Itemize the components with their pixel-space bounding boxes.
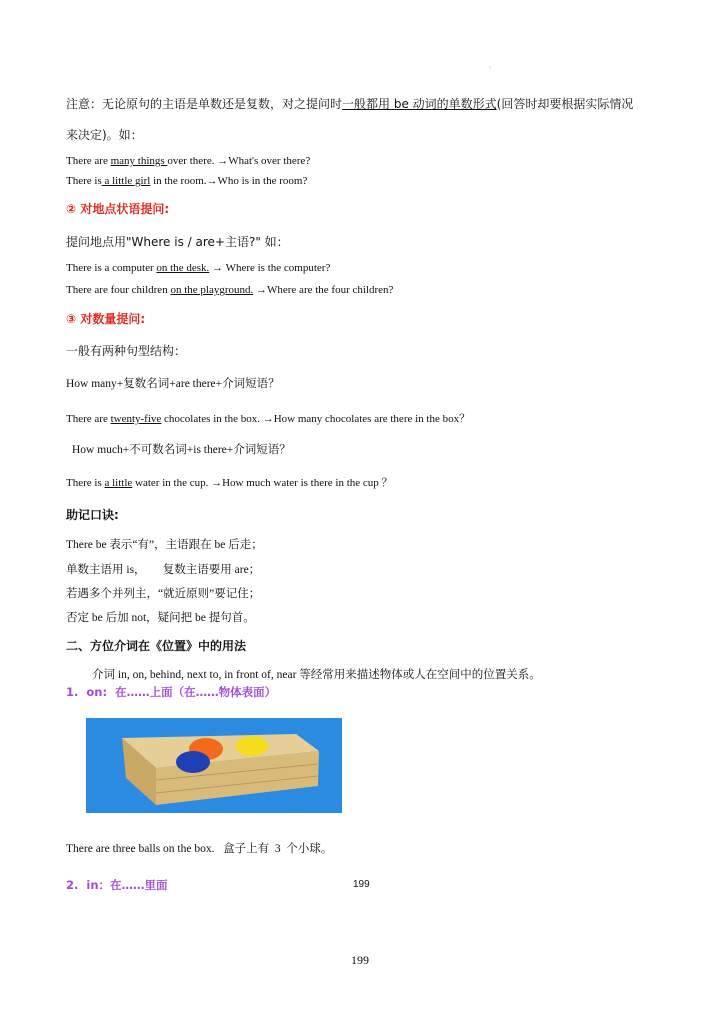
- yellow-ball: [236, 736, 268, 756]
- mnemonic-line-4: 否定 be 后加 not，疑问把 be 提句首。: [66, 612, 255, 624]
- note-line-1: [66, 95, 633, 112]
- example-text: over there. →What's over there?: [167, 155, 311, 167]
- example-underlined: on the desk.: [156, 262, 210, 274]
- example-6: [66, 474, 393, 490]
- note-text-end: (回答时却要根据实际情况: [496, 97, 634, 111]
- section-location-desc: 提问地点用"Where is / are+主语?" 如：: [66, 235, 289, 249]
- example-text: in the room.→Who is in the room?: [150, 175, 308, 187]
- example-underlined: on the playground.: [170, 284, 254, 296]
- section-quantity-title: ③ 对数量提问:: [66, 312, 146, 326]
- page-number-inline: 199: [353, 879, 370, 890]
- on-title: 1. on: 在……上面（在……物体表面）: [66, 685, 277, 699]
- mnemonic-line-1: There be 表示“有”，主语跟在 be 后走；: [66, 539, 263, 551]
- balls-on-box-image: [86, 718, 342, 813]
- example-text: There are: [66, 155, 111, 167]
- example-2: [66, 175, 307, 187]
- note-underlined: 一般都用 be 动词的单数形式: [342, 97, 497, 111]
- example-1: [66, 155, 310, 167]
- example-3: [66, 262, 330, 274]
- in-title: 2. in：在……里面: [66, 878, 168, 892]
- pattern-how-many: How many+复数名词+are there+介词短语？: [66, 378, 280, 390]
- mnemonic-line-2: 单数主语用 is， 复数主语要用 are；: [66, 564, 261, 576]
- example-text: water in the cup. →How much water is there in the cup ？: [132, 477, 393, 489]
- top-mark: ': [489, 66, 491, 74]
- example-text: There is a computer: [66, 262, 157, 274]
- section-location-title: ② 对地点状语提问:: [66, 202, 170, 216]
- example-text: There are four children: [66, 284, 171, 296]
- mnemonic-title: 助记口诀:: [66, 508, 119, 522]
- example-underlined: a little: [104, 477, 133, 489]
- mnemonic-line-3: 若遇多个并列主，“就近原则”要记住；: [66, 588, 261, 600]
- example-underlined: many things: [110, 155, 168, 167]
- example-text: There is: [66, 175, 102, 187]
- example-4: [66, 284, 393, 296]
- note-line-2: 来决定)。如：: [66, 128, 143, 142]
- section-quantity-desc: 一般有两种句型结构：: [66, 344, 187, 358]
- example-text: There are: [66, 413, 111, 425]
- blue-ball: [176, 751, 210, 773]
- pattern-how-much: How much+不可数名词+is there+介词短语？: [72, 444, 291, 456]
- note-text: 注意：无论原句的主语是单数还是复数，对之提问时: [66, 97, 343, 111]
- part2-heading: 二、方位介词在《位置》中的用法: [66, 639, 247, 653]
- example-underlined: a little girl: [101, 175, 151, 187]
- image-caption: There are three balls on the box. 盒子上有 3 个小球。: [66, 843, 333, 855]
- example-5: [66, 410, 470, 426]
- part2-intro: 介词 in, on, behind, next to, in front of, near 等经常用来描述物体或人在空间中的位置关系。: [92, 669, 541, 681]
- example-text: → Where is the computer?: [209, 262, 331, 274]
- example-underlined: twenty-five: [110, 413, 162, 425]
- example-text: chocolates in the box. →How many chocolates are there in the box？: [161, 413, 471, 425]
- example-text: →Where are the four children?: [253, 284, 394, 296]
- page-number: 199: [351, 953, 369, 967]
- example-text: There is: [66, 477, 105, 489]
